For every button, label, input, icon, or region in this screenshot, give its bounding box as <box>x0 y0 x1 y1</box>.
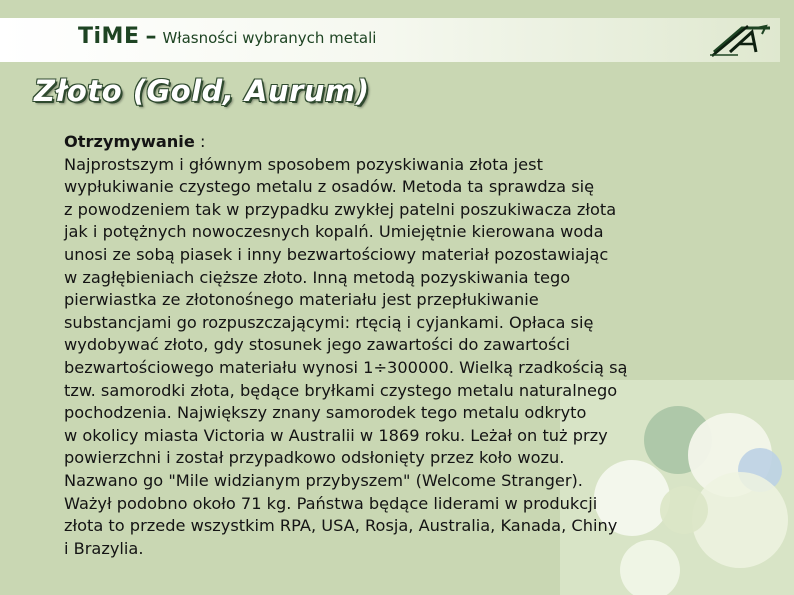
section-heading-line <box>64 131 754 154</box>
paragraph-line: z powodzeniem tak w przypadku zwykłej patelni poszukiwacza złota <box>64 199 617 219</box>
paragraph-line: wydobywać złoto, gdy stosunek jego zawartości do zawartości <box>64 335 570 355</box>
paragraph-line: pochodzenia. Największy znany samorodek tego metalu odkryto <box>64 403 587 423</box>
paragraph-line: bezwartościowego materiału wynosi 1÷300000. Wielką rzadkością są <box>64 357 628 377</box>
header-title <box>78 24 376 49</box>
paragraph-line: w zagłębieniach cięższe złoto. Inną metodą pozyskiwania tego <box>64 267 571 287</box>
paragraph-line: jak i potężnych nowoczesnych kopalń. Umiejętnie kierowana woda <box>64 222 604 242</box>
presentation-subtitle: Własności wybranych metali <box>162 29 377 47</box>
brand-name: TiME <box>78 24 140 49</box>
paragraph-line: Ważył podobno około 71 kg. Państwa będące liderami w produkcji <box>64 493 598 513</box>
paragraph-line: pierwiastka ze złotonośnego materiału jest przepłukiwanie <box>64 290 539 310</box>
paragraph-line: i Brazylia. <box>64 538 144 558</box>
title-separator: – <box>145 24 157 49</box>
paragraph-line: Najprostszym i głównym sposobem pozyskiwania złota jest <box>64 154 543 174</box>
paragraph-line: substancjami go rozpuszczającymi: rtęcią i cyjankami. Opłaca się <box>64 312 594 332</box>
paragraph-line: unosi ze sobą piasek i inny bezwartościowy materiał pozostawiając <box>64 244 609 264</box>
time-logo-icon <box>708 22 776 58</box>
paragraph-line: w okolicy miasta Victoria w Australii w 1869 roku. Leżał on tuż przy <box>64 425 608 445</box>
section-heading: Otrzymywanie <box>64 132 195 151</box>
paragraph-line: powierzchni i został przypadkowo odsłonięty przez koło wozu. <box>64 448 565 468</box>
content-text <box>64 131 754 560</box>
paragraph-line: wypłukiwanie czystego metalu z osadów. Metoda ta sprawdza się <box>64 177 595 197</box>
paragraph-line: złota to przede wszystkim RPA, USA, Rosja, Australia, Kanada, Chiny <box>64 516 618 536</box>
paragraph-line: tzw. samorodki złota, będące bryłkami czystego metalu naturalnego <box>64 380 618 400</box>
paragraph-line: Nazwano go "Mile widzianym przybyszem" (Welcome Stranger). <box>64 470 583 490</box>
section-heading-suffix: : <box>194 132 206 151</box>
slide-heading: Złoto (Gold, Aurum) <box>34 74 370 108</box>
